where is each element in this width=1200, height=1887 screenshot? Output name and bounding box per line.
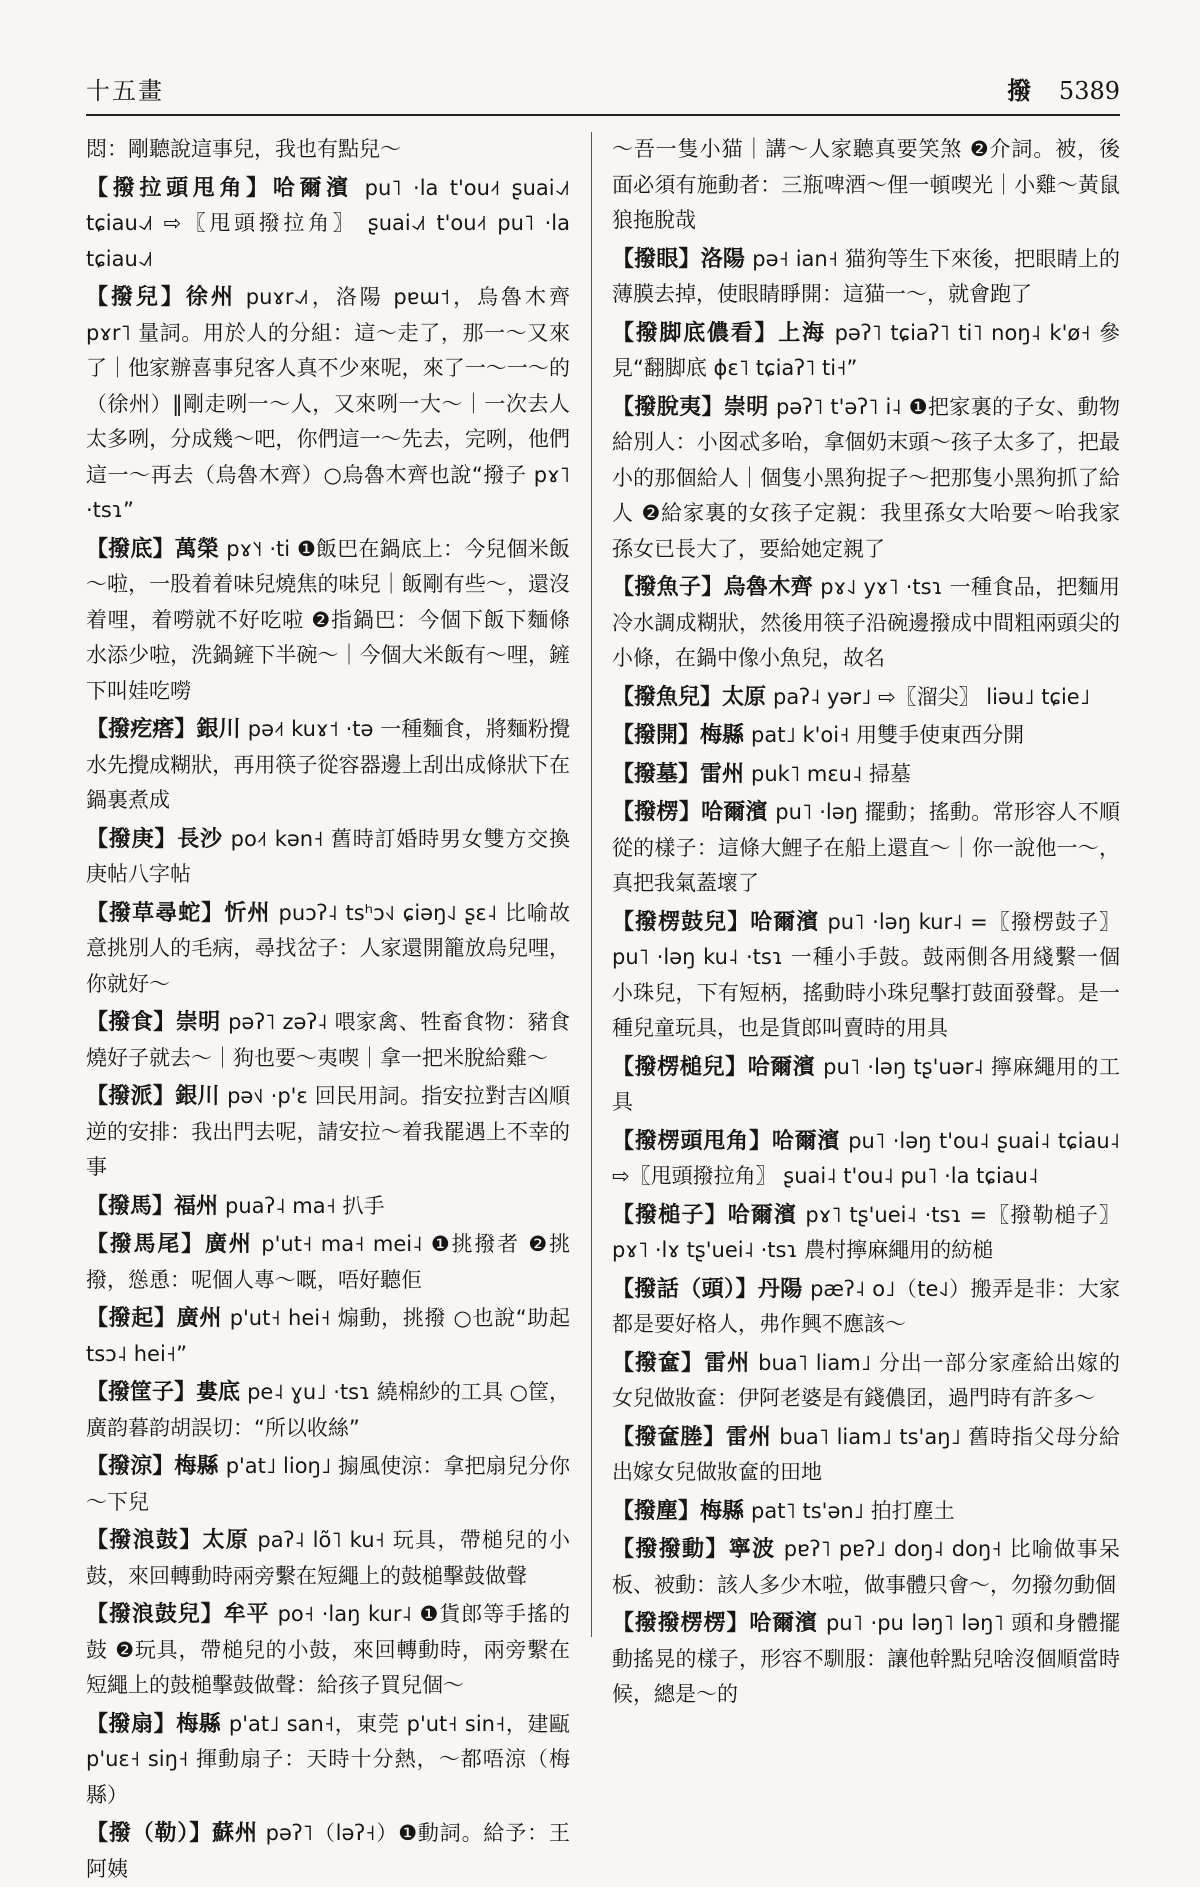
dialect-location: 崇明 [175,1009,221,1035]
dictionary-entry [612,1124,1120,1195]
headword: 【撥塵】 [612,1497,701,1524]
dialect-location: 長沙 [177,825,223,852]
dictionary-entry [612,718,1120,754]
dictionary-entry [86,1523,570,1594]
headword: 【撥馬尾】 [86,1231,205,1257]
entry-definition: po˨˦ kən˧ 舊時訂婚時男女雙方交換庚帖八字帖 [86,826,570,886]
headword: 【撥浪鼓兒】 [86,1601,224,1627]
dictionary-entry [612,132,1120,239]
dictionary-entry [612,1606,1120,1713]
headword: 【撥撥動】 [612,1536,729,1562]
headword: 【撥話（頭）】 [612,1275,758,1302]
dictionary-entry [86,1597,570,1704]
dialect-location: 梅縣 [700,1497,745,1524]
dictionary-entry [86,171,570,278]
dialect-location: 銀川 [196,716,241,742]
dictionary-entry [612,390,1120,568]
entry-definition: pɤ˥ tʂ'uei˨ ·tsɿ =〖撥勒槌子〗 pɤ˥ ·lɤ tʂ'uei˨ ·tsɿ 農村擰麻繩用的紡槌 [612,1202,1120,1262]
dictionary-entry [612,757,1120,793]
headword: 【撥拉頭甩角】 [86,174,273,201]
dictionary-entry [612,1532,1120,1603]
dictionary-entry [612,1346,1120,1417]
dialect-location: 寧波 [728,1536,776,1562]
headword: 【撥草尋蛇】 [86,899,225,926]
headword: 【撥開】 [612,722,701,748]
headword: 【撥疙瘩】 [86,716,197,742]
headword: 【撥奩】 [612,1349,705,1376]
dialect-location: 萬榮 [174,535,220,562]
dialect-location: 哈爾濱 [749,1610,819,1636]
header-char: 撥 [1007,76,1032,105]
dialect-location: 太原 [722,683,767,710]
entry-definition: pu˥ ·pu ləŋ˥ ləŋ˥ 頭和身體擺動搖晃的樣子，形容不馴服：讓他幹點兒啥沒個順當時候，總是～的 [612,1611,1120,1706]
dictionary-entry [612,316,1120,387]
headword: 【撥庚】 [86,825,178,852]
headword: 【撥食】 [86,1009,176,1035]
entry-definition: pəʔ˥ tɕiaʔ˥ ti˥ noŋ˨ k'ø˧ 參見“翻脚底 ɸɛ˥ tɕiaʔ˥ ti˧” [612,320,1120,380]
headword: 【撥楞槌兒】 [612,1053,748,1080]
left-column [86,132,570,1881]
dialect-location: 哈爾濱 [747,1053,816,1080]
entry-definition: pəʔ˥（ləʔ˧）❶動詞。給予：王阿姨 [86,1821,570,1881]
headword: 【撥楞】 [612,799,702,825]
headword: 【撥魚兒】 [612,683,723,710]
dictionary-entry [86,712,570,819]
dictionary-entry [612,1050,1120,1121]
dialect-location: 上海 [778,319,826,346]
column-divider [591,132,592,1637]
right-column [612,132,1121,1706]
dialect-location: 崇明 [723,393,769,420]
dictionary-entry [612,680,1120,716]
dictionary-entry [86,1227,570,1298]
entry-definition: p'at˩ san˧，東莞 p'ut˧ sin˧，建甌 p'uɛ˧ siŋ˧ 揮動扇子：天時十分熱，～都唔涼（梅縣） [86,1711,570,1807]
dictionary-entry [86,132,570,168]
entry-definition: pat˥ ts'ən˩ 拍打塵土 [751,1498,955,1523]
headword: 【撥底】 [86,535,175,562]
entry-definition: puk˥ mɛu˨ 掃墓 [751,761,912,786]
dictionary-entry [86,532,570,710]
headword: 【撥楞鼓兒】 [612,908,751,935]
dialect-location: 哈爾濱 [750,908,820,935]
headword: 【撥馬】 [86,1192,175,1219]
entry-definition: pɐʔ˥ pɐʔ˩ doŋ˨ doŋ˧ 比喻做事呆板、被動：該人多少木啦，做事體只會～，勿撥勿動個 [612,1537,1120,1597]
section-title: 十五畫 [86,77,164,105]
dialect-location: 徐州 [185,284,236,310]
dictionary-entry [86,1189,570,1225]
dictionary-entry [86,1079,570,1186]
entry-definition: puɔʔ˨ tsʰɔ˧˩ ɕiəŋ˨˩ ʂɛ˨ 比喻故意挑別人的毛病，尋找岔子：人家還開籠放烏兒哩，你就好～ [86,900,570,996]
headword: 【撥筐子】 [86,1379,197,1405]
dialect-location: 福州 [174,1192,219,1219]
dialect-location: 哈爾濱 [701,799,768,825]
headword: 【撥墓】 [612,760,701,787]
entry-definition: pəʔ˥ zəʔ˨ 喂家禽、牲畜食物：豬食燒好子就去～｜狗也要～夷喫｜拿一把米脫給雞～ [86,1010,570,1070]
entry-definition: bua˥ liam˩ ts'aŋ˩ 舊時指父母分給出嫁女兒做妝奩的田地 [612,1424,1120,1484]
dictionary-entry [612,1494,1120,1530]
dictionary-entry [612,905,1120,1047]
entry-definition: pæʔ˨ o˩（te˨˩）搬弄是非：大家都是要好格人，弗作興不應該～ [612,1276,1120,1336]
entry-definition: p'ut˧ ma˧ mei˨ ❶挑撥者 ❷挑撥，慫恿：呢個人專～嘅，唔好聽佢 [86,1232,570,1292]
dialect-location: 廣州 [176,1305,223,1331]
dictionary-entry [86,1449,570,1520]
headword: 【撥脫夷】 [612,393,724,420]
headword: 【撥起】 [86,1305,177,1331]
dictionary-entry [612,1198,1120,1269]
entry-definition: p'ut˧ hei˧ 煽動，挑撥 ○也說“助起 tsɔ˨ hei˧” [86,1306,570,1366]
dictionary-entry [86,1375,570,1446]
dialect-location: 牟平 [223,1601,270,1627]
dialect-location: 梅縣 [700,722,745,748]
entry-definition: bua˥ liam˩ 分出一部分家產給出嫁的女兒做妝奩：伊阿老婆是有錢儂囝，過門時有許多～ [612,1350,1120,1410]
dictionary-entry [86,1005,570,1076]
entry-definition: p'at˩ lioŋ˩ 搧風使涼：拿把扇兒分你～下兒 [86,1454,570,1514]
dictionary-entry [86,1301,570,1372]
dictionary-entry [86,896,570,1003]
entry-definition: pə˨˦ kuɤ˦ ·tə 一種麵食，將麵粉攪水先攪成糊狀，再用筷子從容器邊上刮出成條狀下在鍋裏煮成 [86,717,570,812]
entry-definition: pu˥ ·ləŋ 擺動；搖動。常形容人不順從的樣子：這條大鯉子在船上還直～｜你一說他一～，真把我氣蓋壞了 [612,800,1120,895]
dialect-location: 哈爾濱 [771,1127,841,1154]
dialect-location: 梅縣 [176,1710,222,1737]
dictionary-entry [86,822,570,893]
dialect-location: 哈爾濱 [727,1201,798,1228]
dictionary-entry [612,242,1120,313]
entry-definition: 悶：剛聽說這事兒，我也有點兒～ [86,137,401,161]
entry-definition: pu˥ ·la t'ou˨˦ ʂuai˨˩˦ tɕiau˨˩˦ ⇨〖甩頭撥拉角〗 ʂuai˨˩˦ t'ou˨˦ pu˥ ·la tɕiau˨˩˦ [86,175,570,271]
page-heading [1007,71,1120,106]
dictionary-entry [612,1420,1120,1491]
entry-definition: pu˥ ·ləŋ kur˨ =〖撥楞鼓子〗 pu˥ ·ləŋ ku˨ ·tsɿ 一種小手鼓。鼓兩側各用綫繫一個小珠兒，下有短柄，搖動時小珠兒擊打鼓面發聲。是一種兒童玩具，也是貨郎叫賣時的用具 [612,909,1121,1040]
dialect-location: 烏魯木齊 [723,574,813,600]
dialect-location: 雷州 [725,1423,772,1450]
entry-definition: pu˥ ·ləŋ t'ou˨ ʂuai˨ tɕiau˨ ⇨〖甩頭撥拉角〗 ʂuai˨ t'ou˨ pu˥ ·la tɕiau˨ [612,1128,1120,1188]
entry-definition: paʔ˨ yər˩ ⇨〖溜尖〗 liəu˩ tɕie˩ [773,684,1091,709]
entry-definition: po˧ ·laŋ kur˨ ❶貨郎等手搖的鼓 ❷玩具，帶槌兒的小鼓，來回轉動時，兩旁繫在短繩上的鼓槌擊鼓做聲：給孩子買兒個～ [86,1602,570,1697]
headword: 【撥兒】 [86,284,186,310]
headword: 【撥（勒）】 [86,1820,213,1846]
headword: 【撥扇】 [86,1710,177,1737]
dialect-location: 哈爾濱 [272,174,353,201]
entry-definition: puɤr˨˩˦，洛陽 pɐɯ˦，烏魯木齊 pɤr˥ 量詞。用於人的分組：這～走了，那一～又來了｜他家辦喜事兒客人真不少來呢，來了一～一～的（徐州）‖剛走咧一～人，又來咧一大～｜一次去人太多咧，分成幾～吧，你們這一～先去，完咧，他們這一～再去（烏魯木齊）○烏魯木齊也說“撥子 pɤ˥ ·tsɿ” [86,285,570,522]
entry-definition: ～吾一隻小猫｜講～人家聽真要笑煞 ❷介詞。被，後面必須有施動者：三瓶啤酒～俚一頓喫光｜小雞～黃鼠狼拖脫哉 [612,137,1120,232]
headword: 【撥奩塍】 [612,1423,726,1450]
headword: 【撥脚底儂看】 [612,319,779,346]
entry-definition: pat˩ k'oi˧ 用雙手使東西分開 [751,723,1025,747]
page-header [86,74,1120,116]
entry-definition: pɤ˥˧ ·ti ❶飯巴在鍋底上：今兒個米飯～啦，一股着着味兒燒焦的味兒｜飯剛有些～，還沒着哩，着嘮就不好吃啦 ❷指鍋巴：今個下飯下麵條水添少啦，洗鍋鏟下半碗～｜今個大米飯有～哩，鏟下叫娃吃嘮 [86,536,570,703]
entry-definition: pe˨ ɣu˩ ·tsɿ 繞棉紗的工具 ○筐，廣韵暮韵胡誤切：“所以收絲” [86,1380,570,1440]
dialect-location: 蘇州 [212,1820,258,1846]
dictionary-entry [86,280,570,529]
headword: 【撥槌子】 [612,1201,728,1228]
entry-definition: pəʔ˥ t'əʔ˥ i˨ ❶把家裏的子女、動物給別人：小囡忒多咍，拿個奶末頭～孩子太多了，把最小的那個給人｜個隻小黑狗捉子～把那隻小黑狗抓了給人 ❷給家裏的女孩子定親：我里孫女大咍要～咍我家孫女已長大了，要給她定親了 [612,394,1120,561]
dialect-location: 忻州 [224,899,271,926]
headword: 【撥涼】 [86,1453,175,1479]
entry-definition: puaʔ˨ ma˧ 扒手 [225,1193,385,1218]
headword: 【撥浪鼓】 [86,1527,203,1553]
dialect-location: 銀川 [175,1083,220,1109]
headword: 【撥派】 [86,1083,176,1109]
entry-definition: pə˦˩ ·p'ɛ 回民用詞。指安拉對吉凶順逆的安排：我出門去呢，請安拉～着我罷遇上不幸的事 [86,1084,570,1179]
dialect-location: 婁底 [196,1379,241,1405]
dictionary-entry [612,1272,1120,1343]
dictionary-entry [612,795,1120,902]
entry-definition: pu˥ ·ləŋ tʂ'uər˨ 擰麻繩用的工具 [612,1054,1120,1114]
page-number: 5389 [1058,77,1120,105]
dialect-location: 太原 [202,1527,250,1553]
entry-definition: pə˧ ian˧ 猫狗等生下來後，把眼睛上的薄膜去掉，使眼睛睜開：這猫一～，就會跑了 [612,246,1120,306]
headword: 【撥撥楞楞】 [612,1610,750,1636]
entry-definition: paʔ˨ lõ˥ ku˧ 玩具，帶槌兒的小鼓，來回轉動時兩旁繫在短繩上的鼓槌擊鼓做聲 [86,1528,570,1588]
dialect-location: 梅縣 [174,1453,219,1479]
dictionary-entry [86,1707,570,1814]
headword: 【撥魚子】 [612,574,724,600]
headword: 【撥楞頭甩角】 [612,1127,772,1154]
dialect-location: 雷州 [704,1349,751,1376]
entry-definition: pɤ˨˩ yɤ˥ ·tsɿ 一種食品，把麵用冷水調成糊狀，然後用筷子沿碗邊撥成中間粗兩頭尖的小條，在鍋中像小魚兒，故名 [612,575,1120,670]
dialect-location: 丹陽 [757,1275,803,1302]
dictionary-entry [86,1816,570,1887]
headword: 【撥眼】 [612,245,701,272]
dialect-location: 廣州 [204,1231,253,1257]
dictionary-entry [612,570,1120,677]
dialect-location: 洛陽 [700,245,746,272]
dialect-location: 雷州 [700,760,745,787]
